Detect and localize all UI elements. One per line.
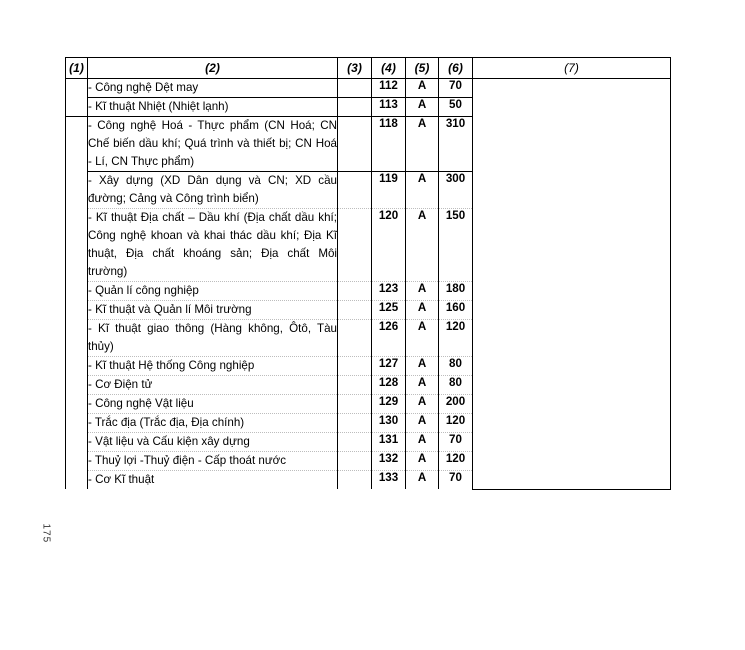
col3-cell — [338, 301, 372, 320]
table-header-row — [66, 58, 671, 79]
quota: 120 — [439, 414, 473, 433]
quota: 150 — [439, 209, 473, 282]
col3-cell — [338, 414, 372, 433]
quota: 70 — [439, 79, 473, 98]
col3-cell — [338, 79, 372, 98]
col3-cell — [338, 172, 372, 209]
exam-block: A — [406, 79, 439, 98]
major-code: 128 — [372, 376, 406, 395]
quota: 180 — [439, 282, 473, 301]
col3-cell — [338, 452, 372, 471]
exam-block: A — [406, 414, 439, 433]
major-code: 123 — [372, 282, 406, 301]
exam-block: A — [406, 117, 439, 172]
major-code: 119 — [372, 172, 406, 209]
major-name: - Thuỷ lợi -Thuỷ điện - Cấp thoát nước — [88, 452, 338, 471]
exam-block: A — [406, 452, 439, 471]
header-col-3: (3) — [338, 58, 372, 79]
major-name: - Vật liệu và Cấu kiện xây dựng — [88, 433, 338, 452]
exam-block: A — [406, 282, 439, 301]
col3-cell — [338, 376, 372, 395]
major-code: 113 — [372, 98, 406, 117]
major-name: - Cơ Kĩ thuật — [88, 471, 338, 490]
quota: 200 — [439, 395, 473, 414]
quota: 310 — [439, 117, 473, 172]
table-row — [66, 79, 671, 98]
major-code: 129 — [372, 395, 406, 414]
col3-cell — [338, 282, 372, 301]
quota: 80 — [439, 376, 473, 395]
enrollment-table — [65, 57, 671, 490]
header-col-7: (7) — [473, 58, 671, 79]
major-name: - Quản lí công nghiệp — [88, 282, 338, 301]
col3-cell — [338, 433, 372, 452]
quota: 70 — [439, 433, 473, 452]
col3-cell — [338, 357, 372, 376]
quota: 50 — [439, 98, 473, 117]
major-name: - Cơ Điện tử — [88, 376, 338, 395]
group-cell — [66, 117, 88, 490]
major-name: - Kĩ thuật giao thông (Hàng không, Ôtô, Tàu thủy) — [88, 320, 338, 357]
exam-block: A — [406, 209, 439, 282]
header-col-2: (2) — [88, 58, 338, 79]
major-name: - Công nghệ Vật liệu — [88, 395, 338, 414]
major-code: 130 — [372, 414, 406, 433]
major-name: - Công nghệ Dệt may — [88, 79, 338, 98]
major-code: 112 — [372, 79, 406, 98]
header-col-6: (6) — [439, 58, 473, 79]
major-name: - Công nghệ Hoá - Thực phẩm (CN Hoá; CN Chế biến dầu khí; Quá trình và thiết bị; CN Hoá - Lí, CN Thực phẩm) — [88, 117, 338, 172]
major-name: - Kĩ thuật Nhiệt (Nhiệt lạnh) — [88, 98, 338, 117]
exam-block: A — [406, 433, 439, 452]
quota: 120 — [439, 452, 473, 471]
major-code: 133 — [372, 471, 406, 490]
exam-block: A — [406, 98, 439, 117]
header-col-5: (5) — [406, 58, 439, 79]
col3-cell — [338, 117, 372, 172]
page-number: 175 — [40, 523, 52, 544]
col3-cell — [338, 471, 372, 490]
quota: 80 — [439, 357, 473, 376]
col3-cell — [338, 209, 372, 282]
group-cell — [66, 79, 88, 117]
exam-block: A — [406, 301, 439, 320]
exam-block: A — [406, 357, 439, 376]
major-name: - Kĩ thuật Hệ thống Công nghiệp — [88, 357, 338, 376]
col3-cell — [338, 98, 372, 117]
major-code: 132 — [372, 452, 406, 471]
quota: 70 — [439, 471, 473, 490]
major-code: 120 — [372, 209, 406, 282]
major-code: 118 — [372, 117, 406, 172]
notes-cell — [473, 79, 671, 490]
exam-block: A — [406, 320, 439, 357]
exam-block: A — [406, 376, 439, 395]
quota: 120 — [439, 320, 473, 357]
major-code: 126 — [372, 320, 406, 357]
header-col-1: (1) — [66, 58, 88, 79]
major-name: - Kĩ thuật và Quản lí Môi trường — [88, 301, 338, 320]
quota: 160 — [439, 301, 473, 320]
exam-block: A — [406, 172, 439, 209]
major-name: - Kĩ thuật Địa chất – Dầu khí (Địa chất dầu khí; Công nghệ khoan và khai thác dầu khí; Địa Kĩ thuật, Địa chất khoáng sản; Địa chất Môi trường) — [88, 209, 338, 282]
major-code: 131 — [372, 433, 406, 452]
exam-block: A — [406, 471, 439, 490]
major-code: 125 — [372, 301, 406, 320]
col3-cell — [338, 320, 372, 357]
header-col-4: (4) — [372, 58, 406, 79]
exam-block: A — [406, 395, 439, 414]
col3-cell — [338, 395, 372, 414]
major-code: 127 — [372, 357, 406, 376]
quota: 300 — [439, 172, 473, 209]
major-name: - Xây dựng (XD Dân dụng và CN; XD cầu đường; Cảng và Công trình biển) — [88, 172, 338, 209]
major-name: - Trắc địa (Trắc địa, Địa chính) — [88, 414, 338, 433]
